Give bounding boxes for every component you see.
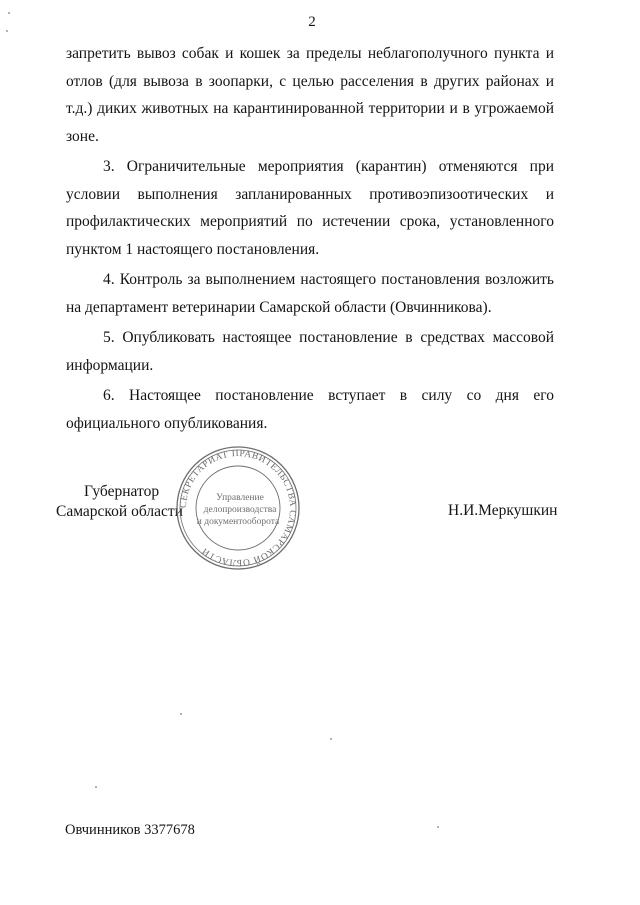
scan-speck xyxy=(8,12,10,14)
document-body xyxy=(66,40,554,440)
paragraph-5: 5. Опубликовать настоящее постановление в средствах массовой информации. xyxy=(66,329,554,374)
stamp-ring-text: СЕКРЕТАРИАТ ПРАВИТЕЛЬСТВА САМАРСКОЙ ОБЛАСТИ xyxy=(178,448,298,568)
scan-speck xyxy=(6,30,8,32)
official-stamp xyxy=(174,444,302,572)
paragraph-6: 6. Настоящее постановление вступает в силу со дня его официального опубликования. xyxy=(66,387,554,432)
signatory-title-line2: Самарской области xyxy=(56,503,183,520)
paragraph-3: 3. Ограничительные мероприятия (карантин) отменяются при условии выполнения запланированных противоэпизоотических и профилактических мероприятий по истечении срока, установленного пунктом 1 настоящего постановления. xyxy=(66,158,554,258)
scan-speck xyxy=(330,738,332,740)
signatory-title-line1: Губернатор xyxy=(84,483,160,500)
stamp-center-line2: делопроизводства xyxy=(203,505,277,515)
stamp-center-line1: Управление xyxy=(216,493,264,503)
stamp-center-line3: и документооборота xyxy=(196,517,280,527)
page-number: 2 xyxy=(308,14,316,30)
signatory-name: Н.И.Меркушкин xyxy=(448,502,558,519)
paragraph-4: 4. Контроль за выполнением настоящего постановления возложить на департамент ветеринарии Самарской области (Овчинникова). xyxy=(66,271,554,316)
scan-speck xyxy=(437,826,439,828)
scan-speck xyxy=(180,713,182,715)
scan-speck xyxy=(95,786,97,788)
executor-contact: Овчинников 3377678 xyxy=(65,822,195,838)
signatory-title xyxy=(56,482,183,522)
paragraph-continuation: запретить вывоз собак и кошек за пределы неблагополучного пункта и отлов (для вывоза в зоопарки, с целью расселения в других районах и т.д.) диких животных на карантинированной территории и в угрожаемой зоне. xyxy=(66,45,554,145)
